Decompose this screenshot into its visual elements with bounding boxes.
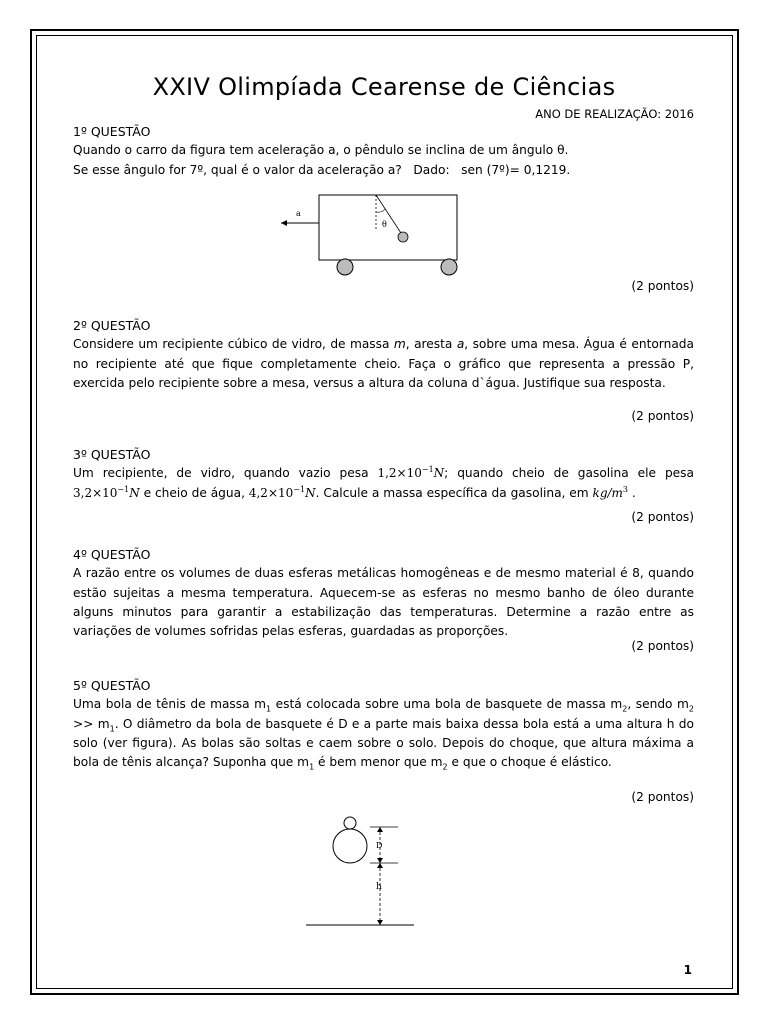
- question-3: [73, 445, 694, 503]
- question-1: [73, 122, 694, 180]
- pendulum-bob: [398, 232, 408, 242]
- question-3-points: (2 pontos): [631, 510, 694, 524]
- question-2-text: Considere um recipiente cúbico de vidro, de massa m, aresta a, sobre uma mesa. Água é entornada no recipiente até que fique completamente cheio. Faça o gráfico que representa a pressão P, exercida pelo recipiente sobre a mesa, versus a altura da coluna d`água. Justifique sua resposta.: [73, 337, 695, 390]
- question-4-heading: 4º QUESTÃO: [73, 547, 151, 562]
- diameter-label: D: [376, 841, 383, 850]
- year-label: ANO DE REALIZAÇÃO: 2016: [535, 107, 694, 121]
- page-number: 1: [683, 963, 692, 977]
- question-5-heading: 5º QUESTÃO: [73, 678, 151, 693]
- acceleration-label: a: [296, 209, 301, 218]
- cart-wheel-left: [337, 259, 353, 275]
- question-1-line-2: Se esse ângulo for 7º, qual é o valor da aceleração a? Dado: sen (7º)= 0,1219.: [73, 162, 571, 177]
- page-title: XXIV Olimpíada Cearense de Ciências: [152, 73, 616, 101]
- height-label: h: [376, 882, 382, 892]
- tennis-ball: [344, 817, 356, 829]
- balls-figure: [300, 813, 420, 933]
- question-4: [73, 545, 694, 641]
- question-4-text: A razão entre os volumes de duas esferas metálicas homogêneas e de mesmo material é 8, quando estão sujeitas a mesma temperatura. Aquecem-se as esferas no mesmo banho de óleo durante alguns minutos para garantir a estabilização das temperaturas. Determine a razão entre as variações de volumes sofridas pelas esferas, guardadas as proporções.: [73, 566, 694, 639]
- question-1-points: (2 pontos): [631, 279, 694, 293]
- question-1-heading: 1º QUESTÃO: [73, 124, 151, 139]
- question-2: [73, 316, 694, 393]
- question-3-heading: 3º QUESTÃO: [73, 447, 151, 462]
- question-5: [73, 676, 694, 772]
- angle-label: θ: [382, 220, 387, 229]
- question-5-text: Uma bola de tênis de massa $m_1$ está colocada sobre uma bola de basquete de massa $m_2$, sendo $m_2 >> m_1$. O diâmetro da bola de basquete é D e a parte mais baixa dessa bola está a uma altura h do solo (ver figura). As bolas são soltas e caem sobre o solo. Depois do choque, que altura máxima a bola de tênis alcança? Suponha que $m_1$ é bem menor que $m_2$ e que o choque é elástico.: [73, 697, 694, 772]
- question-4-points: (2 pontos): [631, 639, 694, 653]
- cart-wheel-right: [441, 259, 457, 275]
- question-5-points: (2 pontos): [631, 790, 694, 804]
- question-1-line-1: Quando o carro da figura tem aceleração a, o pêndulo se inclina de um ângulo θ.: [73, 143, 569, 158]
- basketball: [333, 829, 367, 863]
- question-2-heading: 2º QUESTÃO: [73, 318, 151, 333]
- cart-pendulum-figure: [276, 190, 466, 280]
- question-3-text: Um recipiente, de vidro, quando vazio pesa $1,2\times 10^{-1}N$; quando cheio de gasolina ele pesa $3,2\times 10^{-1}N$ e cheio de água, $4,2\times 10^{-1}N$. Calcule a massa específica da gasolina, em $kg/m^3$ .: [73, 465, 694, 500]
- question-2-points: (2 pontos): [631, 409, 694, 423]
